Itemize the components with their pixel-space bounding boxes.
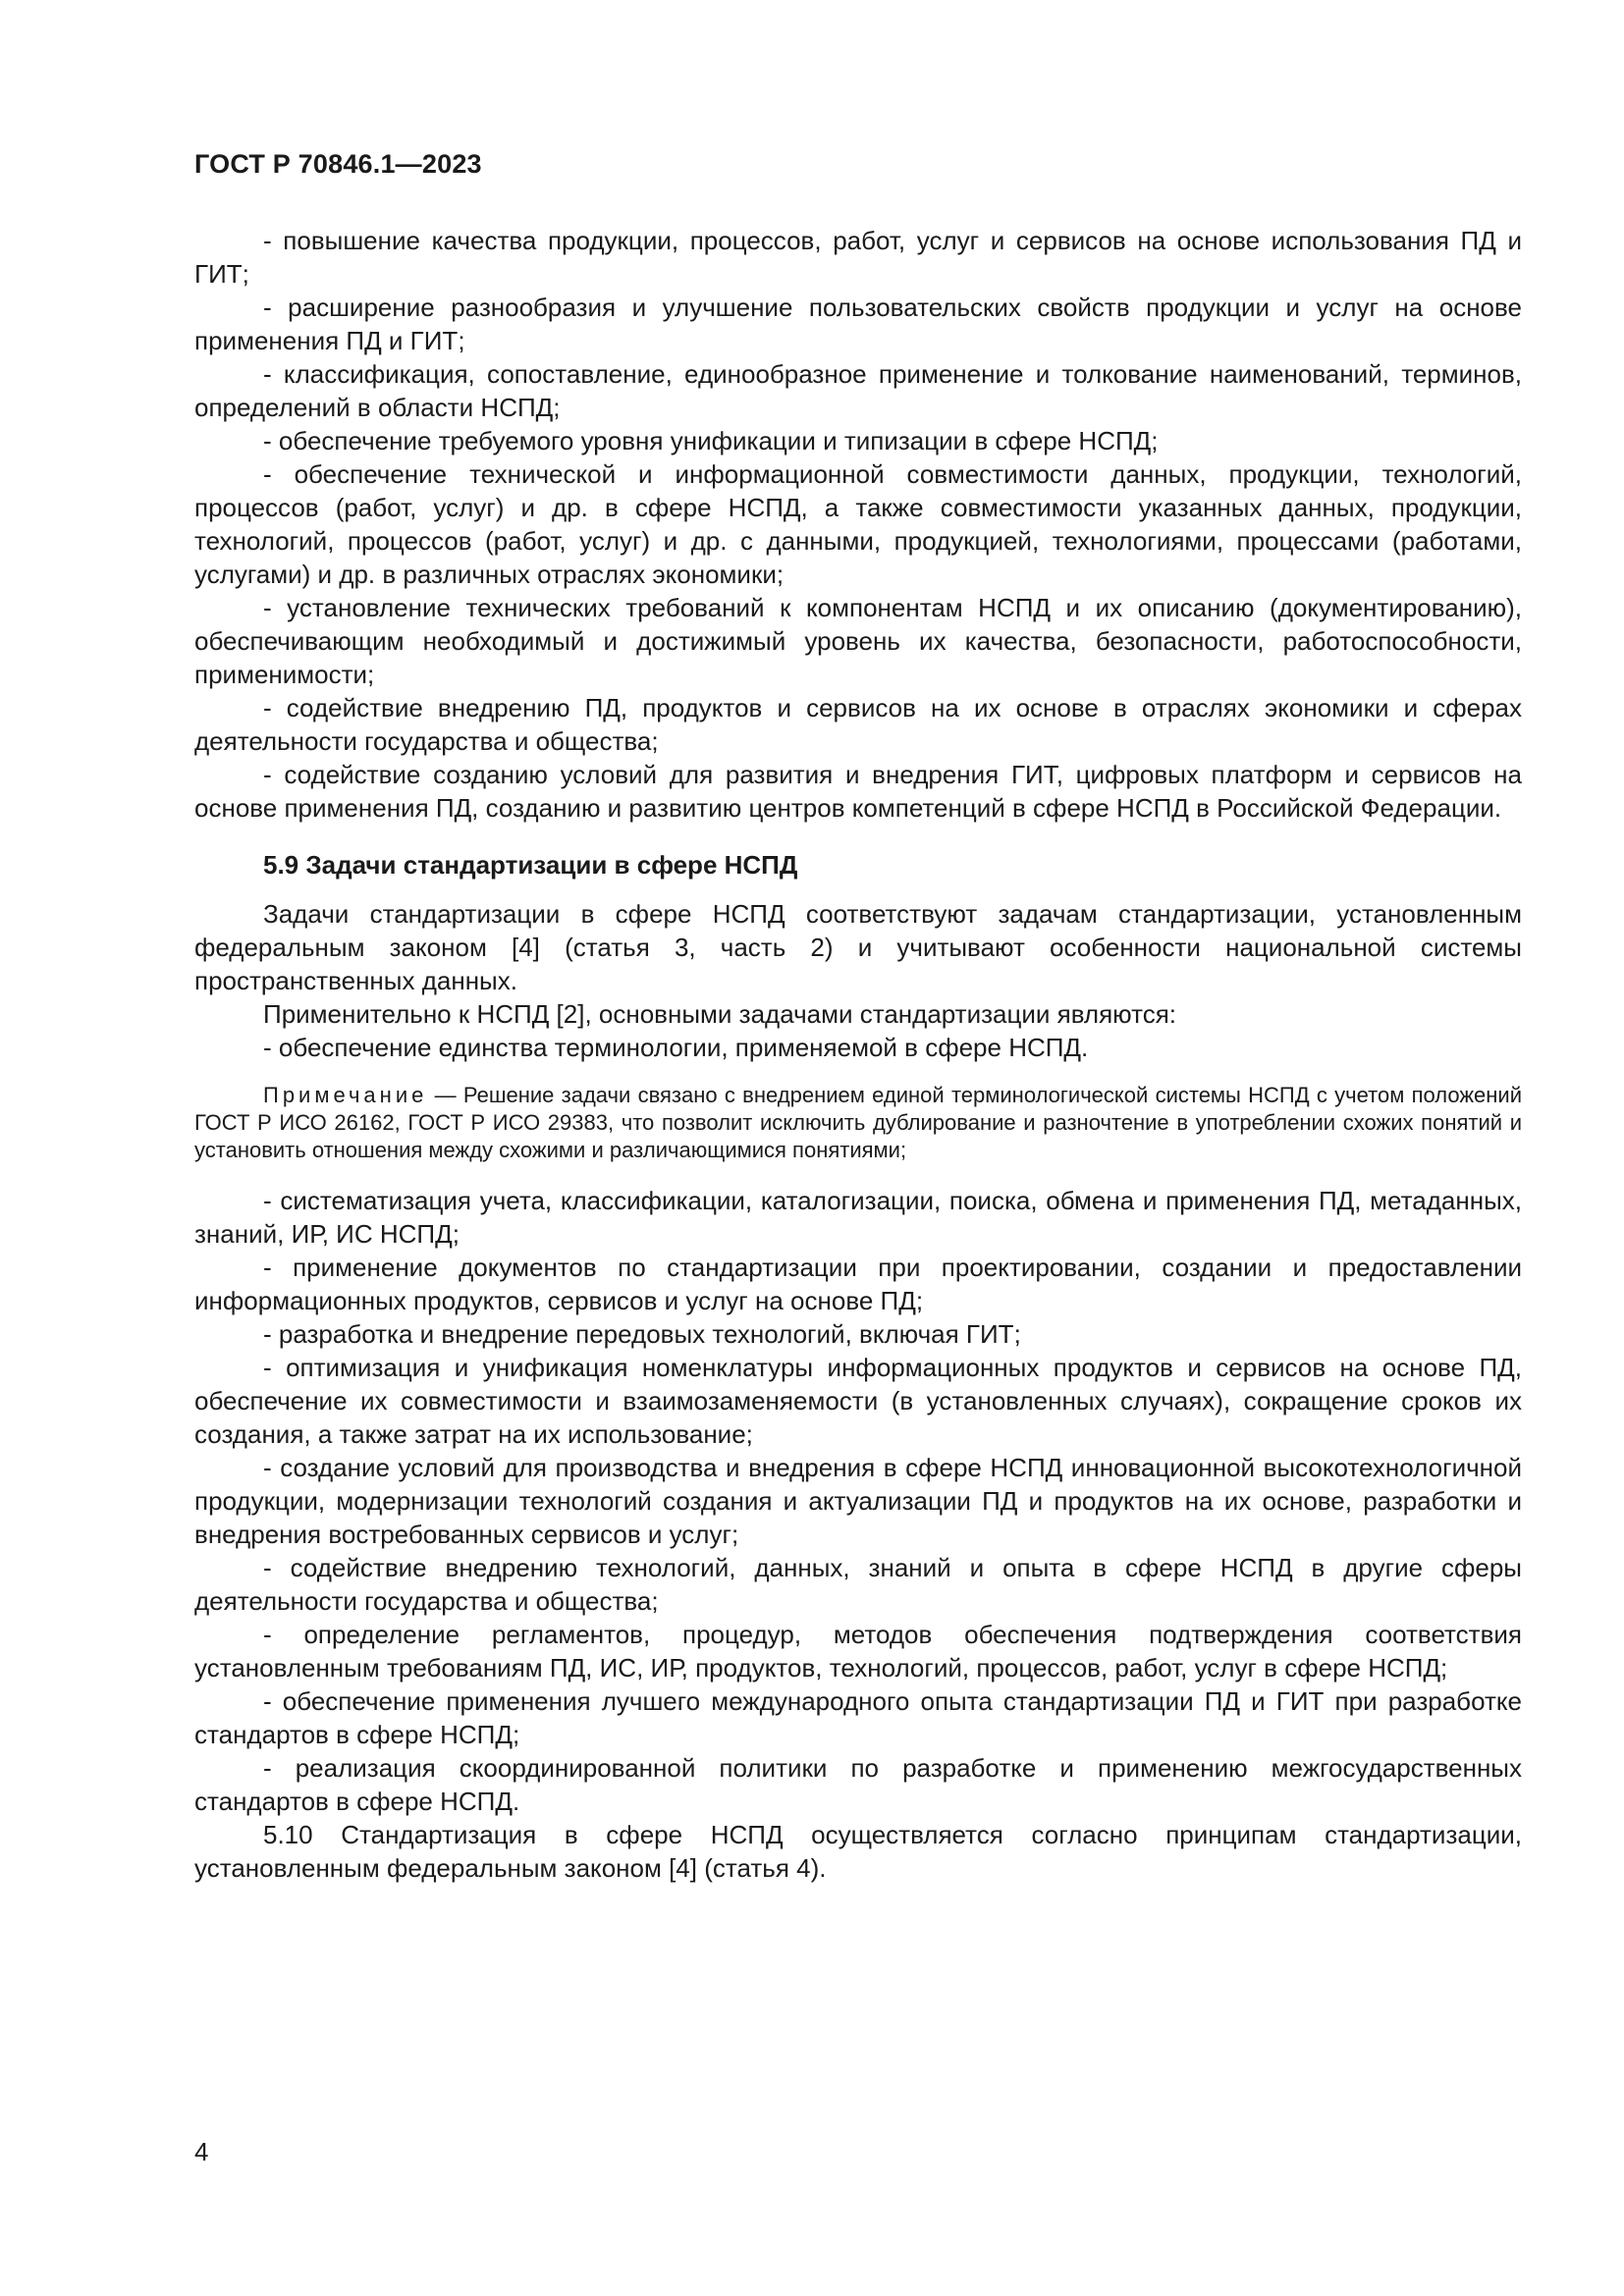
list-item: - систематизация учета, классификации, каталогизации, поиска, обмена и применения ПД, метаданных, знаний, ИР, ИС НСПД;: [194, 1186, 1522, 1249]
list-item: - обеспечение требуемого уровня унификации и типизации в сфере НСПД;: [263, 426, 1159, 455]
page-number: 4: [194, 2137, 209, 2166]
section-heading: 5.9 Задачи стандартизации в сфере НСПД: [263, 850, 798, 880]
list-item: - установление технических требований к компонентам НСПД и их описанию (документированию), обеспечивающим необходимый и достижимый уровень их качества, безопасности, работоспособности, применимости;: [194, 593, 1522, 689]
list-item: - содействие внедрению технологий, данных, знаний и опыта в сфере НСПД в другие сферы деятельности государства и общества;: [194, 1553, 1522, 1616]
paragraph: 5.10 Стандартизация в сфере НСПД осуществляется согласно принципам стандартизации, установленным федеральным законом [4] (статья 4).: [194, 1820, 1522, 1883]
document-code: ГОСТ Р 70846.1—2023: [194, 149, 482, 179]
list-item: - оптимизация и унификация номенклатуры информационных продуктов и сервисов на основе ПД, обеспечение их совместимости и взаимозаменяемости (в установленных случаях), сокращение сроков их создания, а также затрат на их использование;: [194, 1353, 1522, 1449]
document-body: [194, 224, 1522, 1885]
list-item: - классификация, сопоставление, единообразное применение и толкование наименований, терминов, определений в области НСПД;: [194, 359, 1522, 422]
list-item: - содействие созданию условий для развития и внедрения ГИТ, цифровых платформ и сервисов на основе применения ПД, созданию и развитию центров компетенций в сфере НСПД в Российской Федерации.: [194, 760, 1522, 823]
list-item: - повышение качества продукции, процессов, работ, услуг и сервисов на основе использования ПД и ГИТ;: [194, 226, 1522, 289]
list-item: - обеспечение единства терминологии, применяемой в сфере НСПД.: [263, 1033, 1089, 1062]
list-item: - создание условий для производства и внедрения в сфере НСПД инновационной высокотехнологичной продукции, модернизации технологий создания и актуализации ПД и продуктов на их основе, разработки и внедрения востребованных сервисов и услуг;: [194, 1453, 1522, 1549]
note-label: Примечание: [263, 1083, 428, 1107]
paragraph: Применительно к НСПД [2], основными задачами стандартизации являются:: [263, 999, 1177, 1029]
list-item: - определение регламентов, процедур, методов обеспечения подтверждения соответствия установленным требованиям ПД, ИС, ИР, продуктов, технологий, процессов, работ, услуг в сфере НСПД;: [194, 1620, 1522, 1682]
list-item: - обеспечение применения лучшего международного опыта стандартизации ПД и ГИТ при разработке стандартов в сфере НСПД;: [194, 1686, 1522, 1749]
paragraph: Задачи стандартизации в сфере НСПД соответствуют задачам стандартизации, установленным федеральным законом [4] (статья 3, часть 2) и учитывают особенности национальной системы пространственных данных.: [194, 899, 1522, 995]
note-text: — Решение задачи связано с внедрением единой терминологической системы НСПД с учетом положений ГОСТ Р ИСО 26162, ГОСТ Р ИСО 29383, что позволит исключить дублирование и разночтение в употреблении схожих понятий и установить отношения между схожими и различающимися понятиями;: [194, 1083, 1522, 1162]
list-item: - содействие внедрению ПД, продуктов и сервисов на их основе в отраслях экономики и сферах деятельности государства и общества;: [194, 693, 1522, 756]
list-item: - реализация скоординированной политики по разработке и применению межгосударственных стандартов в сфере НСПД.: [194, 1753, 1522, 1816]
list-item: - обеспечение технической и информационной совместимости данных, продукции, технологий, процессов (работ, услуг) и др. в сфере НСПД, а также совместимости указанных данных, продукции, технологий, процессов (работ, услуг) и др. с данными, продукцией, технологиями, процессами (работами, услугами) и др. в различных отраслях экономики;: [194, 459, 1522, 589]
list-item: - расширение разнообразия и улучшение пользовательских свойств продукции и услуг на основе применения ПД и ГИТ;: [194, 293, 1522, 355]
list-item: - применение документов по стандартизации при проектировании, создании и предоставлении информационных продуктов, сервисов и услуг на основе ПД;: [194, 1253, 1522, 1315]
list-item: - разработка и внедрение передовых технологий, включая ГИТ;: [263, 1319, 1021, 1349]
note: [194, 1082, 1522, 1164]
